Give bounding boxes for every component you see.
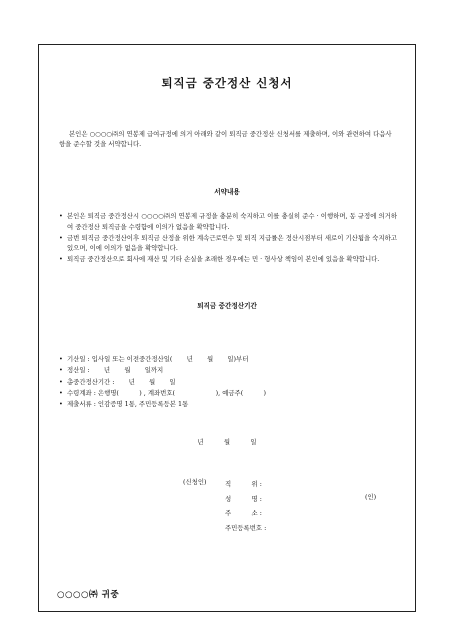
field-address: 주 소 : <box>225 509 262 517</box>
period-item-documents: • 제출서류 : 인감증명 1통, 주민등록등본 1통 <box>59 399 397 410</box>
field-name: 성 명 : <box>225 494 262 503</box>
oath-heading: 서약내용 <box>214 188 240 196</box>
intro-paragraph: 본인은 ○○○○㈜의 연봉제 급여규정에 의거 아래와 같이 퇴직금 중간정산 신청서를 제출하며, 이와 관련하여 다음사항을 준수할 것을 서약합니다. <box>59 130 392 148</box>
field-position: 직 위 : <box>225 480 262 488</box>
seal-mark: (인) <box>365 493 377 501</box>
oath-item: • 금번 퇴직금 중간정산이후 퇴직금 산정을 위한 계속근로연수 및 퇴직 지급률은 정산시점부터 새로이 기산됨을 숙지하고 있으며, 이에 이의가 없음을 확약합니다. <box>59 233 397 254</box>
date-line: 년 월 일 <box>197 438 257 446</box>
period-list <box>59 354 397 410</box>
document-title: 퇴직금 중간정산 신청서 <box>161 76 293 90</box>
period-item-account: • 수령계좌 : 은행명( ) , 계좌번호( ), 예금주( ) <box>59 388 397 399</box>
field-resident-number: 주민등록번호 : <box>225 523 267 532</box>
oath-item: • 퇴직금 중간정산으로 회사에 재산 및 기타 손실을 초래한 경우에는 민 · 형사상 책임이 본인에 있음을 확약합니다. <box>59 254 397 265</box>
document-page <box>38 44 416 612</box>
oath-item: • 본인은 퇴직금 중간정산시 ○○○○㈜의 연봉제 규정을 충분히 숙지하고 이를 충실히 준수 · 이행하며, 동 규정에 의거하여 중간정산 퇴직금을 수령함에 이의가 없음을 확약합니다. <box>59 211 397 232</box>
period-item-end: • 정산일 : 년 월 일까지 <box>59 365 397 376</box>
applicant-fields <box>225 477 266 535</box>
applicant-label: (신청인) <box>183 478 207 486</box>
recipient: ○○○○㈜ 귀중 <box>57 590 120 600</box>
period-item-total: • 총중간정산기간 : 년 월 일 <box>59 377 397 388</box>
oath-list <box>59 211 397 265</box>
period-heading: 퇴직금 중간정산기간 <box>197 302 257 310</box>
period-item-start: • 기산일 : 입사일 또는 이전중간정산일( 년 월 일)부터 <box>59 354 397 365</box>
